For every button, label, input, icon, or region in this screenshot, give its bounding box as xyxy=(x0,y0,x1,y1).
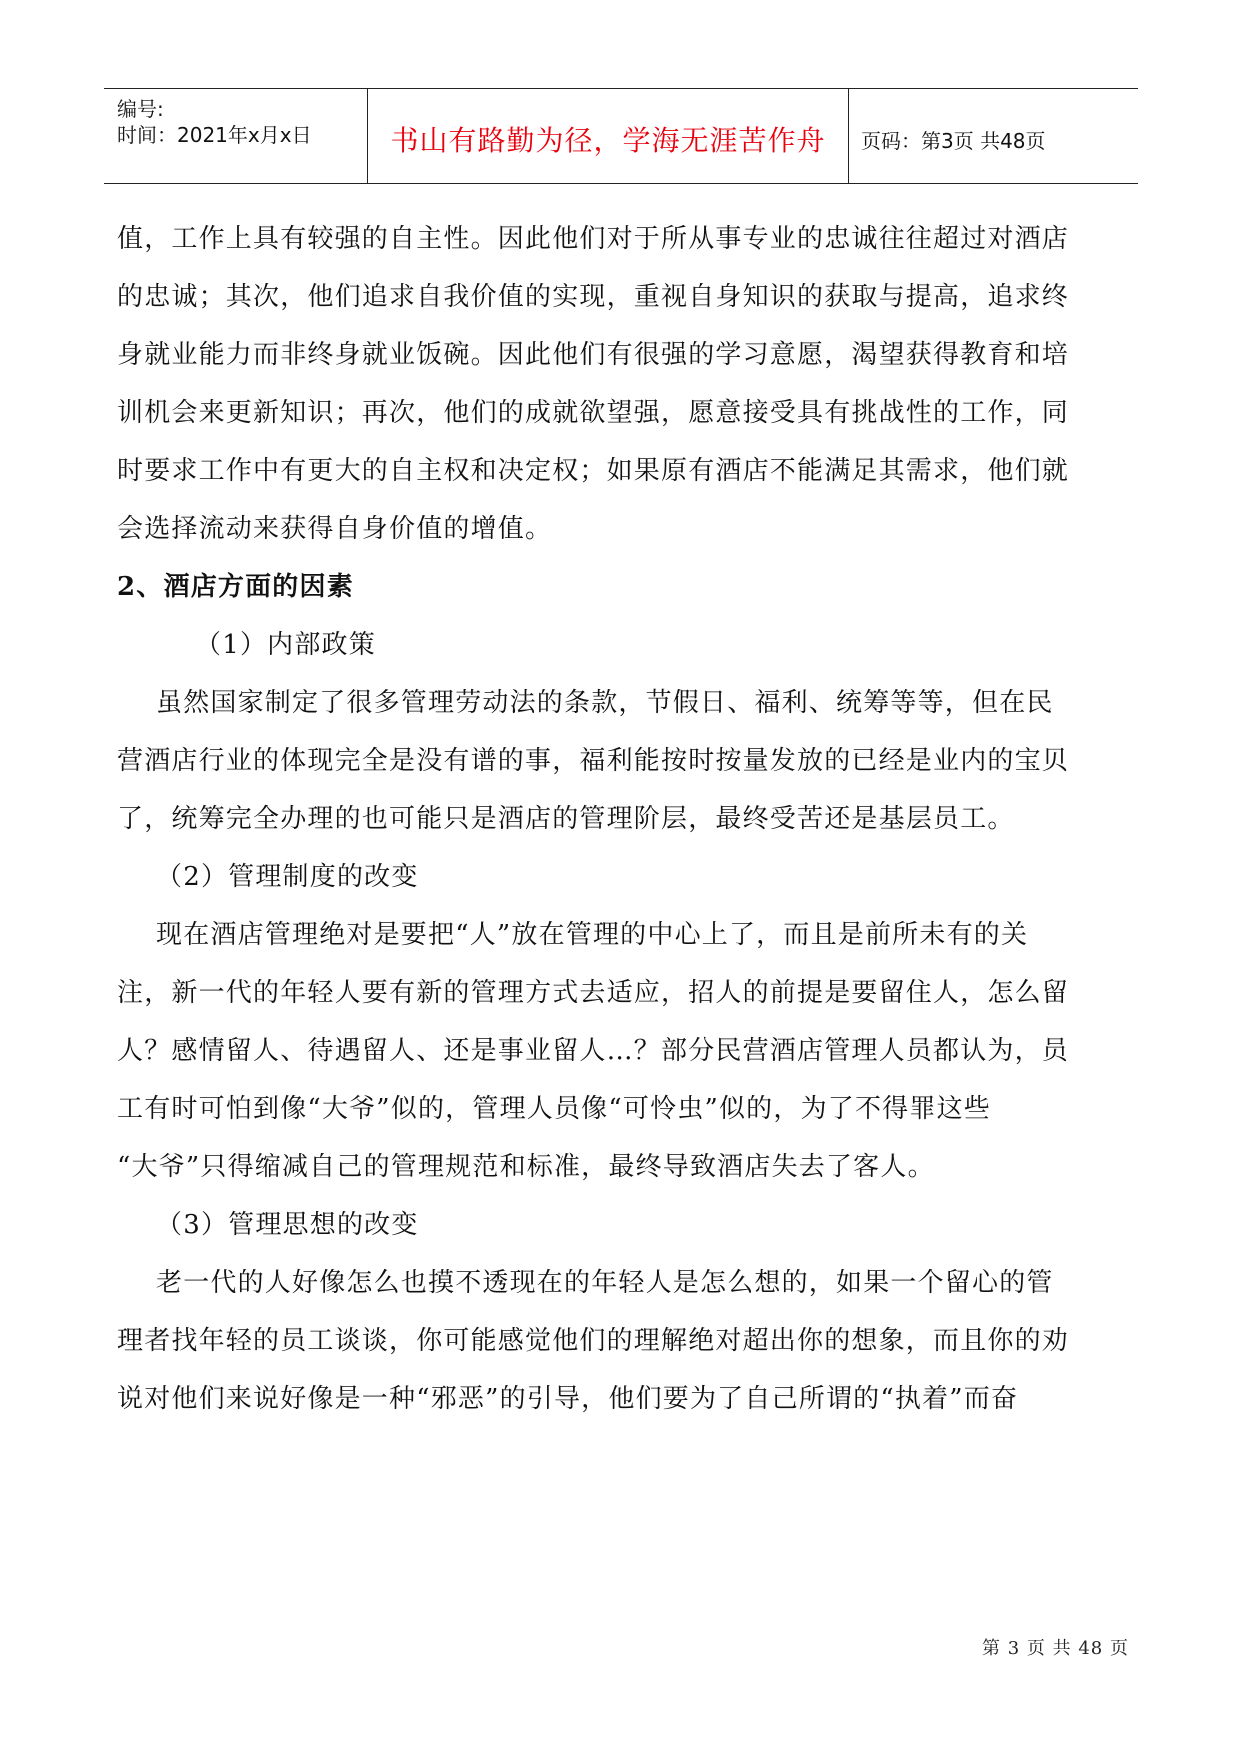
header-motto: 书山有路勤为径，学海无涯苦作舟 xyxy=(390,124,826,157)
paragraph-line: 老一代的人好像怎么也摸不透现在的年轻人是怎么想的，如果一个留心的管 xyxy=(156,1268,1054,1298)
document-number-label: 编号: xyxy=(117,97,164,121)
paragraph-line: 身就业能力而非终身就业饭碗。因此他们有很强的学习意愿，渴望获得教育和培 xyxy=(117,340,1070,370)
paragraph-line: 理者找年轻的员工谈谈，你可能感觉他们的理解绝对超出你的想象，而且你的劝 xyxy=(117,1326,1070,1356)
paragraph-line: 训机会来更新知识；再次，他们的成就欲望强，愿意接受具有挑战性的工作，同 xyxy=(117,398,1070,428)
paragraph-line: “大爷”只得缩减自己的管理规范和标准，最终导致酒店失去了客人。 xyxy=(117,1152,935,1182)
paragraph-line: 现在酒店管理绝对是要把“人”放在管理的中心上了，而且是前所未有的关 xyxy=(156,920,1029,950)
paragraph-line: 虽然国家制定了很多管理劳动法的条款，节假日、福利、统筹等等，但在民 xyxy=(156,688,1054,718)
paragraph-line: 值，工作上具有较强的自主性。因此他们对于所从事专业的忠诚往往超过对酒店 xyxy=(117,224,1070,254)
paragraph-line: 时要求工作中有更大的自主权和决定权；如果原有酒店不能满足其需求，他们就 xyxy=(117,456,1070,486)
paragraph-line: 会选择流动来获得自身价值的增值。 xyxy=(117,514,553,544)
section-heading: 2、酒店方面的因素 xyxy=(117,572,354,602)
header-page-code: 页码：第3页 共48页 xyxy=(861,129,1046,153)
subsection-heading: （3）管理思想的改变 xyxy=(156,1210,419,1240)
paragraph-line: 注，新一代的年轻人要有新的管理方式去适应，招人的前提是要留住人，怎么留 xyxy=(117,978,1070,1008)
subsection-heading: （1）内部政策 xyxy=(195,630,376,660)
subsection-heading: （2）管理制度的改变 xyxy=(156,862,419,892)
page-footer: 第 3 页 共 48 页 xyxy=(982,1638,1129,1659)
paragraph-line: 营酒店行业的体现完全是没有谱的事，福利能按时按量发放的已经是业内的宝贝 xyxy=(117,746,1070,776)
document-time-label: 时间：2021年x月x日 xyxy=(117,123,312,147)
header-page-cell xyxy=(849,89,1138,183)
document-header xyxy=(104,88,1138,184)
paragraph-line: 工有时可怕到像“大爷”似的，管理人员像“可怜虫”似的，为了不得罪这些 xyxy=(117,1094,991,1124)
paragraph-line: 的忠诚；其次，他们追求自我价值的实现，重视自身知识的获取与提高，追求终 xyxy=(117,282,1070,312)
paragraph-line: 说对他们来说好像是一种“邪恶”的引导，他们要为了自己所谓的“执着”而奋 xyxy=(117,1384,1019,1414)
paragraph-line: 人？感情留人、待遇留人、还是事业留人…？部分民营酒店管理人员都认为，员 xyxy=(117,1036,1070,1066)
header-info-cell xyxy=(104,89,368,183)
header-motto-cell xyxy=(368,89,849,183)
paragraph-line: 了，统筹完全办理的也可能只是酒店的管理阶层，最终受苦还是基层员工。 xyxy=(117,804,1015,834)
